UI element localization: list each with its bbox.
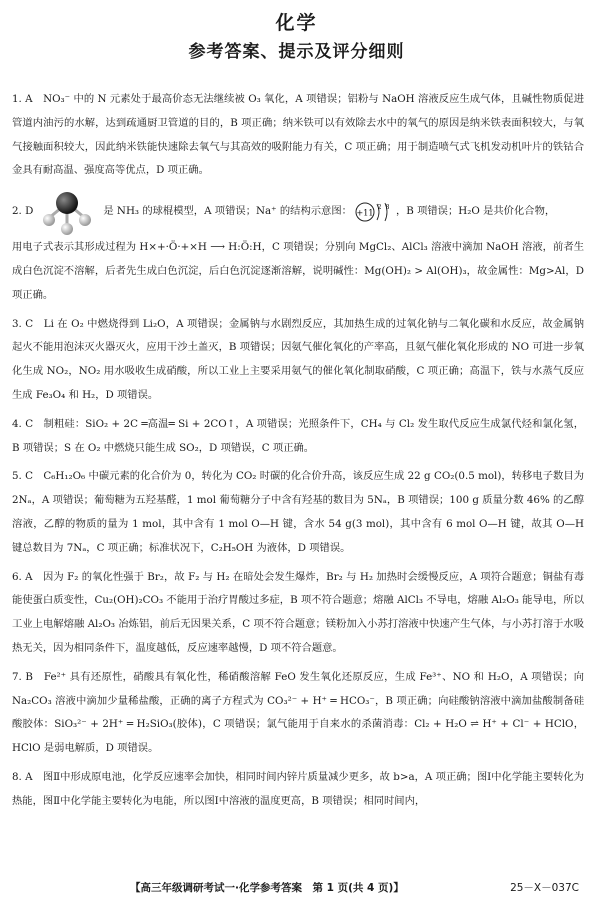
- answer-2-image-row: [12, 188, 584, 236]
- nh3-ball-stick-model-image: [37, 188, 97, 236]
- answer-item-6: [12, 566, 584, 661]
- answer-text-7: 7. B Fe²⁺ 具有还原性，硝酸具有氧化性，稀硝酸溶解 FeO 发生氧化还原反应，生成 Fe³⁺、NO 和 H₂O，A 项错误；向 Na₂CO₃ 溶液中滴加少量稀盐酸，正确的离子方程式为 CO₃²⁻ + H⁺ ═ HCO₃⁻，B 项正确；向硅酸钠溶液中滴加盐酸制备硅酸胶体：SiO₃²⁻ + 2H⁺ ═ H₂SiO₃(胶体)，C 项错误；氯气能用于自来水的杀菌消毒：Cl₂ + H₂O ⇌ H⁺ + Cl⁻ + HClO，HClO 是弱电解质，D 项错误。: [12, 670, 584, 755]
- answer-text-2: 用电子式表示其形成过程为 H×+·Ö·+×H ⟶ H:Ö:H，C 项错误；分别向 MgCl₂、AlCl₃ 溶液中滴加 NaOH 溶液，前者生成白色沉淀不溶解，后者先生成白色沉淀，后白色沉淀逐渐溶解，说明碱性：Mg(OH)₂ > Al(OH)₃，故金属性：Mg>Al，D 项正确。: [12, 241, 584, 301]
- answer-2-text-b: ，B 项错误；H₂O 是共价化合物，: [395, 205, 556, 218]
- answer-text-6: 6. A 因为 F₂ 的氧化性强于 Br₂，故 F₂ 与 H₂ 在暗处会发生爆炸，Br₂ 与 H₂ 加热时会缓慢反应，A 项符合题意；铜盐有毒能使蛋白质变性，Cu₂(OH)₂CO₃ 不能用于治疗胃酸过多症，B 项不符合题意；熔融 AlCl₃ 不导电，熔融 Al₂O₃ 能导电，所以工业上电解熔融 Al₂O₃ 冶炼铝，前后无因果关系，C 项不符合题意；镁粉加入小苏打溶液中快速产生气体，与小苏打溶于水吸热无关，因为相同条件下，温度越低，反应速率越慢，D 项不符合题意。: [12, 570, 584, 654]
- answer-item-1: [12, 88, 584, 183]
- answer-item-3: [12, 313, 584, 408]
- answer-text-8: 8. A 图Ⅱ中形成原电池，化学反应速率会加快，相同时间内锌片质量减少更多，故 b>a，A 项正确；图Ⅰ中化学能主要转化为热能，图Ⅱ中化学能主要转化为电能，所以图Ⅰ中溶液的温度更高，B 项错误；相同时间内，: [12, 770, 584, 807]
- footer-page-info: 【高三年级调研考试一·化学参考答案 第 1 页(共 4 页)】: [130, 882, 404, 894]
- footer-doc-code: 25－X－037C: [510, 882, 579, 894]
- answer-item-2: [12, 188, 584, 307]
- answer-item-7: [12, 666, 584, 761]
- na-ion-structure-diagram: [354, 199, 394, 225]
- answer-2-text-a: 是 NH₃ 的球棍模型，A 项错误；Na⁺ 的结构示意图：: [103, 205, 352, 218]
- answer-text-4: 4. C 制粗硅：SiO₂ + 2C ═高温═ Si + 2CO↑，A 项错误；光照条件下，CH₄ 与 Cl₂ 发生取代反应生成氯代烃和氯化氢，B 项错误；S 在 O₂ 中燃烧只能生成 SO₂，D 项错误，C 项正确。: [12, 417, 584, 454]
- answer-text-5: 5. C C₆H₁₂O₆ 中碳元素的化合价为 0，转化为 CO₂ 时碳的化合价升高，该反应生成 22 g CO₂(0.5 mol)，转移电子数目为 2Nₐ，A 项错误；葡萄糖为五羟基醛，1 mol 葡萄糖分子中含有羟基的数目为 5Nₐ，B 项错误；100 g 质量分数 46% 的乙醇溶液，乙醇的物质的量为 1 mol，其中含有 1 mol O—H 键，含水 54 g(3 mol)，其中含有 6 mol O—H 键，故其 O—H 键总数目为 7Nₐ，C 项正确；标准状况下，C₂H₅OH 为液体，D 项错误。: [12, 470, 584, 554]
- answer-item-4: [12, 413, 584, 461]
- ion-shell-2: 8: [385, 204, 390, 212]
- page-title: 化学: [275, 12, 318, 34]
- ion-core-charge: +11: [356, 208, 374, 218]
- answer-item-8: [12, 766, 584, 814]
- answer-list: [12, 88, 584, 819]
- page-subtitle: 参考答案、提示及评分细则: [188, 42, 405, 62]
- answer-text-1: 1. A NO₃⁻ 中的 N 元素处于最高价态无法继续被 O₃ 氧化，A 项错误；铝粉与 NaOH 溶液反应生成气体，且碱性物质促进管道内油污的水解，达到疏通厨卫管道的目的，B 项正确；纳米铁可以有效除去水中的氧气的原因是纳米铁表面积较大，与氧气接触面积较大，因此纳米铁能快速除去氧气与其高效的吸附能力有关，C 项正确；用于制造喷气式飞机发动机叶片的铁钴合金具有耐高温、强度高等优点，D 项正确。: [12, 93, 584, 177]
- answer-2-lead: 2. D: [12, 205, 34, 218]
- ion-shell-1: 2: [377, 204, 382, 212]
- answer-text-3: 3. C Li 在 O₂ 中燃烧得到 Li₂O，A 项错误；金属钠与水剧烈反应，其加热生成的过氧化钠与二氧化碳和水反应，故金属钠起火不能用泡沫灭火器灭火，应用干沙土盖灭，B 项错误；因氨气催化氧化的产率高，且氨气催化氧化形成的 NO 可进一步氧化生成 NO₂，NO₂ 用水吸收生成硝酸，所以工业上主要采用氨气的催化氧化制取硝酸，C 项正确；高温下，铁与水蒸气反应生成 Fe₃O₄ 和 H₂，D 项错误。: [12, 317, 584, 401]
- answer-item-5: [12, 465, 584, 560]
